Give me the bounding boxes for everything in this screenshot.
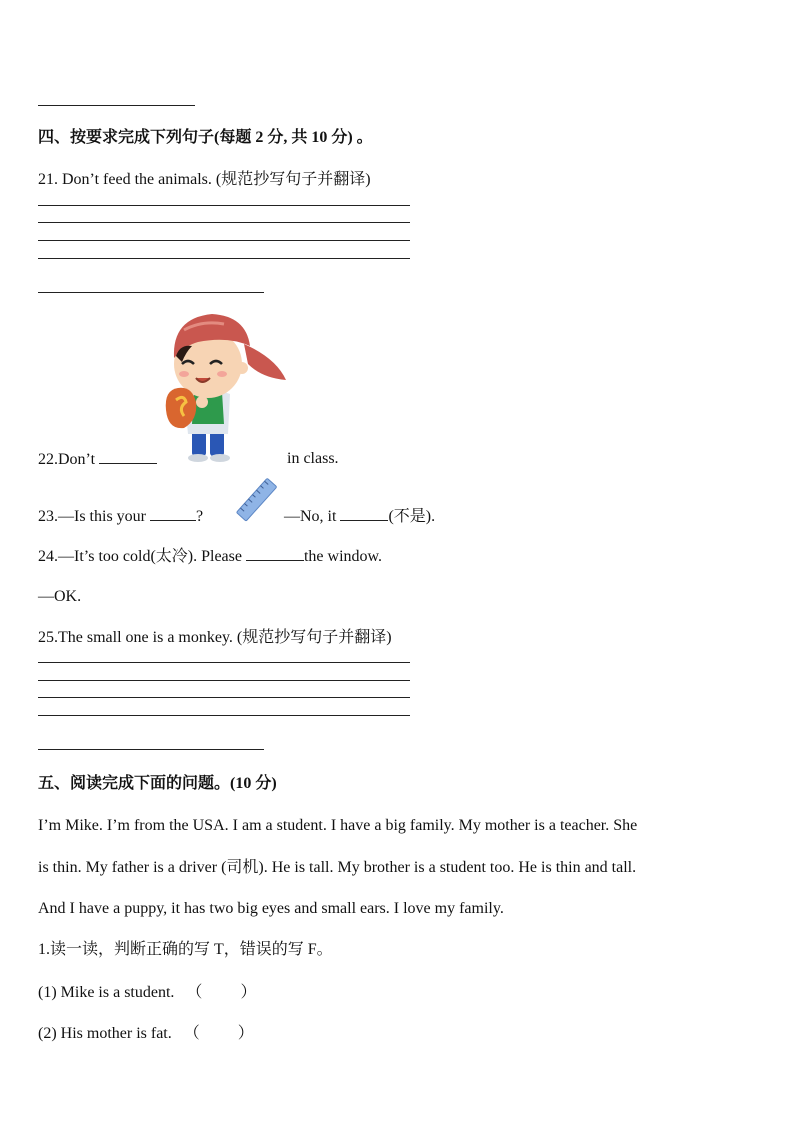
passage-line-2: is thin. My father is a driver (司机). He is tall. My brother is a student too. He is thin and tall.	[38, 859, 637, 876]
answer-blank-23b[interactable]	[340, 506, 388, 521]
ruler-icon	[232, 476, 282, 524]
question-23-answer-prefix: —No, it	[284, 508, 337, 525]
question-25	[38, 628, 392, 648]
true-false-item-2	[38, 1024, 254, 1044]
writing-line[interactable]	[38, 680, 410, 681]
question-24-reply: —OK.	[38, 588, 82, 605]
writing-line[interactable]	[38, 662, 410, 663]
passage-line-3: And I have a puppy, it has two big eyes and small ears. I love my family.	[38, 900, 504, 917]
answer-line-top[interactable]	[38, 105, 195, 106]
passage-line-1: I’m Mike. I’m from the USA. I am a student. I have a big family. My mother is a teacher. She	[38, 817, 638, 834]
question-25-instruction: (规范抄写句子并翻译)	[236, 629, 392, 646]
question-23-question-mark: ?	[196, 508, 204, 525]
item-2-answer-paren[interactable]	[184, 1024, 254, 1044]
writing-line[interactable]	[38, 715, 410, 716]
translation-line[interactable]	[38, 749, 264, 750]
question-24-prefix: 24.—It’s too cold(太冷). Please	[38, 548, 242, 565]
paren-close: ）	[237, 1025, 254, 1042]
question-21	[38, 170, 371, 190]
writing-line[interactable]	[38, 205, 410, 206]
boy-with-cap-icon	[158, 306, 290, 464]
question-21-number: 21	[38, 171, 54, 188]
question-23-answer	[284, 506, 435, 527]
answer-blank-24[interactable]	[246, 546, 304, 561]
question-24	[38, 546, 382, 567]
item-1-text: (1) Mike is a student.	[38, 984, 175, 1001]
question-21-instruction: (规范抄写句子并翻译)	[215, 171, 371, 188]
question-23-prefix: 23.—Is this your	[38, 508, 146, 525]
true-false-item-1	[38, 983, 256, 1003]
question-22-prefix: 22.Don’t	[38, 451, 96, 468]
question-23	[38, 506, 203, 527]
reading-task: 1.读一读，判断正确的写 T，错误的写 F。	[38, 941, 333, 958]
question-21-text: . Don’t feed the animals.	[54, 171, 212, 188]
question-23-hint: (不是).	[388, 508, 436, 525]
question-24-suffix: the window.	[303, 548, 383, 565]
item-2-text: (2) His mother is fat.	[38, 1025, 172, 1042]
item-1-answer-paren[interactable]	[186, 983, 256, 1003]
paren-open: （	[186, 984, 203, 1001]
writing-line[interactable]	[38, 240, 410, 241]
translation-line[interactable]	[38, 292, 264, 293]
question-25-text: 25.The small one is a monkey.	[38, 629, 233, 646]
answer-blank-23a[interactable]	[150, 506, 196, 521]
answer-blank-22[interactable]	[99, 449, 157, 464]
writing-line[interactable]	[38, 697, 410, 698]
section-5-heading: 五、阅读完成下面的问题。(10 分)	[38, 775, 277, 792]
question-22	[38, 449, 157, 470]
writing-line[interactable]	[38, 222, 410, 223]
paren-open: （	[183, 1025, 200, 1042]
section-4-heading: 四、按要求完成下列句子(每题 2 分, 共 10 分) 。	[38, 129, 373, 146]
question-22-suffix: in class.	[287, 450, 339, 467]
paren-close: ）	[240, 984, 257, 1001]
writing-line[interactable]	[38, 258, 410, 259]
